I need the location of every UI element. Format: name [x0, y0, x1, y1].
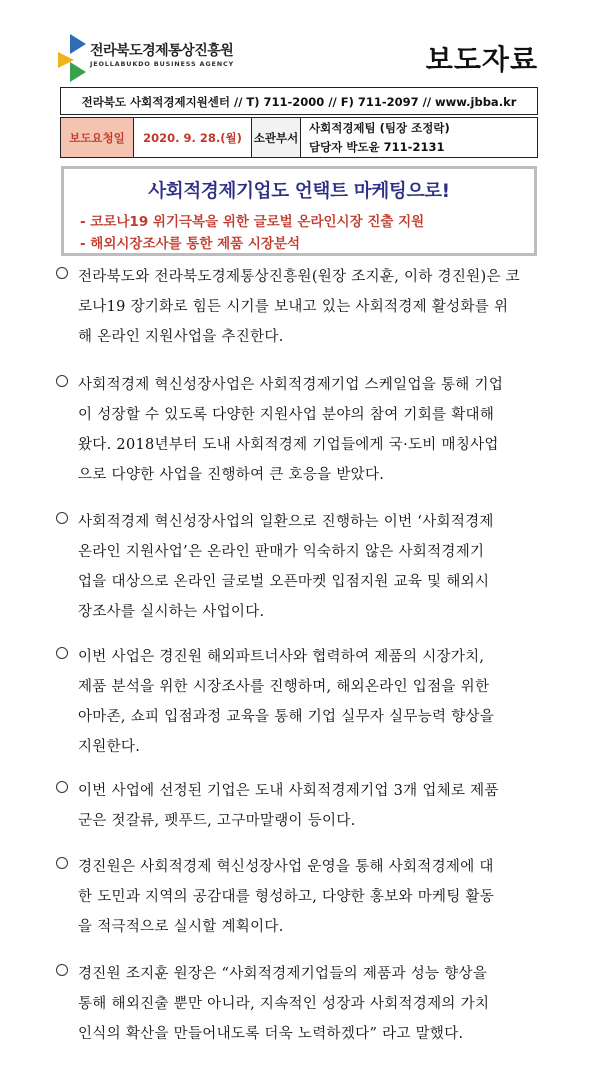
press-release-title: 보도자료	[425, 43, 538, 76]
paragraph-line: 경진원은 사회적경제 혁신성장사업 운영을 통해 사회적경제에 대	[78, 859, 494, 875]
paragraph-line: 왔다. 2018년부터 도내 사회적경제 기업들에게 국·도비 매칭사업	[78, 437, 499, 453]
release-meta-table	[60, 117, 538, 158]
headline-subtitle: - 해외시장조사를 통한 제품 시장분석	[80, 236, 301, 252]
paragraph-line: 해 온라인 지원사업을 추진한다.	[78, 329, 284, 345]
paragraph-line: 사회적경제 혁신성장사업의 일환으로 진행하는 이번 ‘사회적경제	[78, 514, 494, 530]
bullet-circle-icon	[56, 375, 68, 387]
paragraph-line: 업을 대상으로 온라인 글로벌 오픈마켓 입점지원 교육 및 해외시	[78, 574, 490, 590]
paragraph-line: 로나19 장기화로 힘든 시기를 보내고 있는 사회적경제 활성화를 위	[78, 299, 509, 315]
org-logo	[56, 34, 246, 86]
paragraph-line: 이번 사업은 경진원 해외파트너사와 협력하여 제품의 시장가치,	[78, 649, 485, 665]
bullet-circle-icon	[56, 647, 68, 659]
org-name-en: JEOLLABUKDO BUSINESS AGENCY	[90, 60, 235, 68]
bullet-circle-icon	[56, 512, 68, 524]
bullet-circle-icon	[56, 267, 68, 279]
paragraph-line: 인식의 확산을 만들어내도록 더욱 노력하겠다” 라고 말했다.	[78, 1026, 464, 1042]
paragraph-line: 한 도민과 지역의 공감대를 형성하고, 다양한 홍보와 마케팅 활동	[78, 889, 495, 905]
paragraph-line: 통해 해외진출 뿐만 아니라, 지속적인 성장과 사회적경제의 가치	[78, 996, 490, 1012]
paragraph-line: 온라인 지원사업’은 온라인 판매가 익숙하지 않은 사회적경제기	[78, 544, 485, 560]
paragraph-line: 이번 사업에 선정된 기업은 도내 사회적경제기업 3개 업체로 제품	[78, 783, 499, 799]
contact-line: 전라북도 사회적경제지원센터 // T) 711-2000 // F) 711-2097 // www.jbba.kr	[60, 87, 538, 115]
paragraph-line: 이 성장할 수 있도록 다양한 지원사업 분야의 참여 기회를 확대해	[78, 407, 495, 423]
request-date: 2020. 9. 28.(월)	[134, 118, 252, 158]
bullet-circle-icon	[56, 964, 68, 976]
contact-person: 담당자 박도윤 711-2131	[309, 139, 445, 154]
team-name: 사회적경제팀 (팀장 조정락)	[309, 120, 450, 135]
paragraph-line: 을 적극적으로 실시할 계획이다.	[78, 919, 284, 935]
headline-subtitle: - 코로나19 위기극복을 위한 글로벌 온라인시장 진출 지원	[80, 214, 425, 230]
paragraph-line: 으로 다양한 사업을 진행하여 큰 호응을 받았다.	[78, 467, 385, 483]
request-date-label: 보도요청일	[61, 118, 134, 158]
paragraph-line: 지원한다.	[78, 739, 141, 755]
headline-box	[61, 166, 537, 256]
bullet-circle-icon	[56, 857, 68, 869]
dept-info	[301, 118, 538, 158]
paragraph-line: 장조사를 실시하는 사업이다.	[78, 604, 265, 620]
bullet-circle-icon	[56, 781, 68, 793]
paragraph-line: 전라북도와 전라북도경제통상진흥원(원장 조지훈, 이하 경진원)은 코	[78, 269, 520, 285]
paragraph-line: 제품 분석을 위한 시장조사를 진행하며, 해외온라인 입점을 위한	[78, 679, 490, 695]
headline-title: 사회적경제기업도 언택트 마케팅으로!	[148, 181, 450, 202]
paragraph-line: 아마존, 쇼피 입점과정 교육을 통해 기업 실무자 실무능력 향상을	[78, 709, 495, 725]
paragraph-line: 군은 젓갈류, 펫푸드, 고구마말랭이 등이다.	[78, 813, 356, 829]
paragraph-line: 경진원 조지훈 원장은 “사회적경제기업들의 제품과 성능 향상을	[78, 966, 488, 982]
dept-label: 소관부서	[252, 118, 301, 158]
paragraph-line: 사회적경제 혁신성장사업은 사회적경제기업 스케일업을 통해 기업	[78, 377, 504, 393]
org-logo-icon	[56, 34, 88, 82]
org-name-kr: 전라북도경제통상진흥원	[90, 43, 234, 59]
